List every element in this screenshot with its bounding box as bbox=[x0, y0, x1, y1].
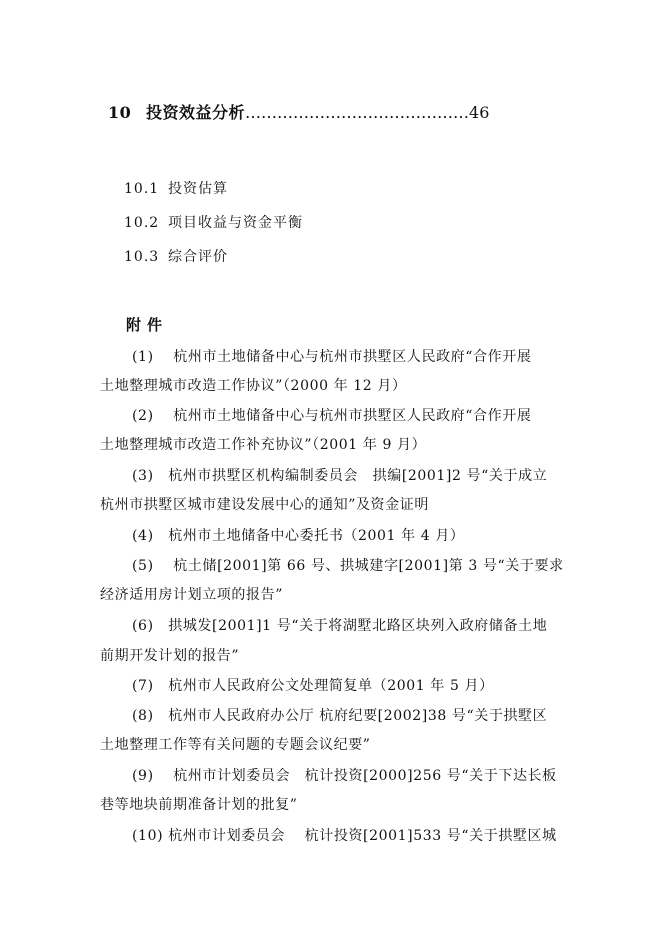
chapter-page-number: 46 bbox=[469, 103, 490, 122]
section-title: 项目收益与资金平衡 bbox=[168, 215, 303, 231]
appendix-line: (4) 杭州市土地储备中心委托书（2001 年 4 月） bbox=[132, 528, 465, 544]
section-number: 10.1 bbox=[124, 181, 160, 197]
toc-section-10-2 bbox=[124, 212, 303, 232]
chapter-heading bbox=[108, 100, 558, 123]
appendix-line: 杭州市拱墅区城市建设发展中心的通知”及资金证明 bbox=[100, 497, 429, 513]
chapter-number: 10 bbox=[108, 103, 132, 122]
appendix-line: 土地整理工作等有关问题的专题会议纪要” bbox=[100, 737, 371, 753]
chapter-title: 投资效益分析 bbox=[146, 103, 246, 122]
appendix-line: (8) 杭州市人民政府办公厅 杭府纪要[2002]38 号“关于拱墅区 bbox=[132, 708, 548, 724]
appendix-line: (3) 杭州市拱墅区机构编制委员会 拱编[2001]2 号“关于成立 bbox=[132, 468, 548, 484]
section-number: 10.2 bbox=[124, 215, 160, 231]
section-title: 综合评价 bbox=[168, 249, 228, 265]
appendix-line: 土地整理城市改造工作协议”（2000 年 12 月） bbox=[100, 378, 407, 394]
appendix-line: 前期开发计划的报告” bbox=[100, 648, 240, 664]
section-title: 投资估算 bbox=[168, 181, 228, 197]
appendix-line: 经济适用房计划立项的报告” bbox=[100, 587, 283, 603]
appendix-line: (1) 杭州市土地储备中心与杭州市拱墅区人民政府“合作开展 bbox=[132, 349, 532, 365]
appendix-heading: 附件 bbox=[126, 316, 169, 334]
appendix-line: (9) 杭州市计划委员会 杭计投资[2000]256 号“关于下达长板 bbox=[132, 768, 557, 784]
toc-section-10-3 bbox=[124, 246, 228, 266]
appendix-line: (7) 杭州市人民政府公文处理简复单（2001 年 5 月） bbox=[132, 678, 494, 694]
appendix-line: 巷等地块前期准备计划的批复” bbox=[100, 797, 298, 813]
toc-leader-dots: …………………………………… bbox=[245, 103, 470, 122]
toc-section-10-1 bbox=[124, 178, 228, 198]
section-number: 10.3 bbox=[124, 249, 160, 265]
appendix-line: (10) 杭州市计划委员会 杭计投资[2001]533 号“关于拱墅区城 bbox=[132, 828, 557, 844]
appendix-line: (5) 杭土储[2001]第 66 号、拱城建字[2001]第 3 号“关于要求 bbox=[132, 558, 564, 574]
appendix-line: (2) 杭州市土地储备中心与杭州市拱墅区人民政府“合作开展 bbox=[132, 408, 532, 424]
appendix-line: 土地整理城市改造工作补充协议”（2001 年 9 月） bbox=[100, 437, 427, 453]
appendix-line: (6) 拱城发[2001]1 号“关于将湖墅北路区块列入政府储备土地 bbox=[132, 618, 548, 634]
